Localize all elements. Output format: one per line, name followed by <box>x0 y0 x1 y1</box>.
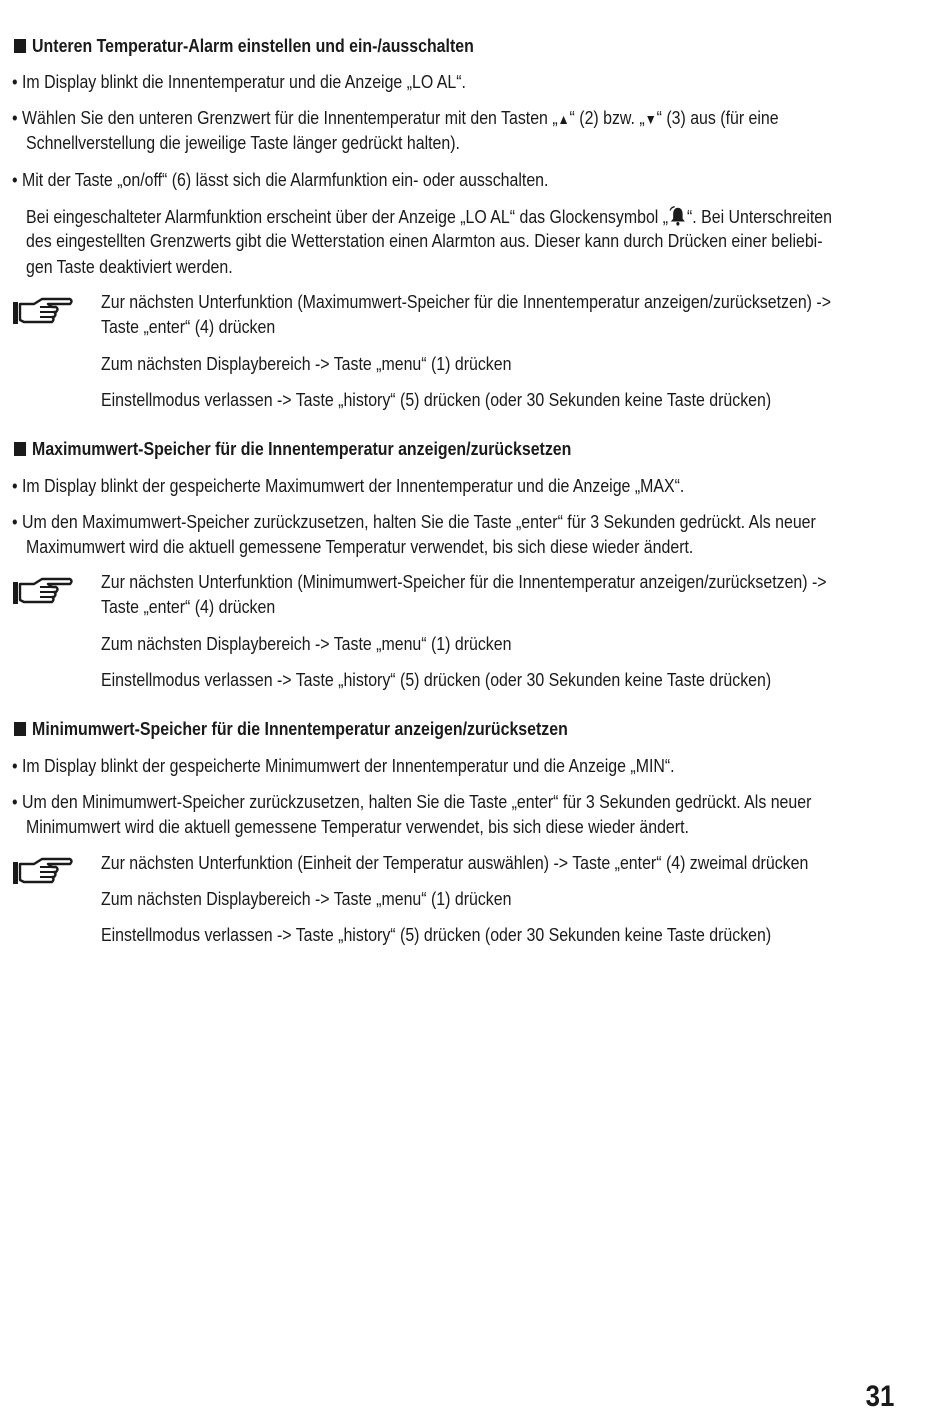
bullet-reset-min-line1: • Um den Minimumwert-Speicher zurückzusetzen, halten Sie die Taste „enter“ für 3 Sekunden gedrückt. Als neuer <box>12 791 812 812</box>
bullet-reset-max-line1: • Um den Maximumwert-Speicher zurückzusetzen, halten Sie die Taste „enter“ für 3 Sekunden gedrückt. Als neuer <box>12 511 816 532</box>
caret-down-icon: ▼ <box>644 111 657 127</box>
pointing-hand-icon <box>12 576 74 608</box>
bullet-reset-max-line2: Maximumwert wird die aktuell gemessene Temperatur verwendet, bis sich diese wieder ändert. <box>26 536 694 557</box>
alarm-paragraph-line2: des eingestellten Grenzwerts gibt die Wetterstation einen Alarmton aus. Dieser kann durch Drücken einer beliebi- <box>26 230 823 251</box>
note3-line3: Einstellmodus verlassen -> Taste „history“ (5) drücken (oder 30 Sekunden keine Taste drücken) <box>101 924 772 945</box>
bullet-display-max: • Im Display blinkt der gespeicherte Maximumwert der Innentemperatur und die Anzeige „MAX“. <box>12 475 685 496</box>
bell-icon <box>668 205 687 227</box>
note2-line4: Einstellmodus verlassen -> Taste „history“ (5) drücken (oder 30 Sekunden keine Taste drücken) <box>101 669 772 690</box>
note2-line3: Zum nächsten Displaybereich -> Taste „menu“ (1) drücken <box>101 633 512 654</box>
bullet-on-off: • Mit der Taste „on/off“ (6) lässt sich die Alarmfunktion ein- oder ausschalten. <box>12 169 549 190</box>
pointing-hand-icon <box>12 856 74 888</box>
pointing-hand-icon <box>12 296 74 328</box>
black-square-icon <box>14 722 26 736</box>
note2-line1: Zur nächsten Unterfunktion (Minimumwert-Speicher für die Innentemperatur anzeigen/zurücksetzen) -> <box>101 571 827 592</box>
note1-line3: Zum nächsten Displaybereich -> Taste „menu“ (1) drücken <box>101 353 512 374</box>
black-square-icon <box>14 39 26 53</box>
note2-line2: Taste „enter“ (4) drücken <box>101 596 276 617</box>
note3-line1: Zur nächsten Unterfunktion (Einheit der Temperatur auswählen) -> Taste „enter“ (4) zweimal drücken <box>101 852 809 873</box>
alarm-paragraph-line1: Bei eingeschalteter Alarmfunktion erscheint über der Anzeige „LO AL“ das Glockensymbol „ “. Bei Unterschreiten <box>26 206 832 227</box>
note3-line2: Zum nächsten Displaybereich -> Taste „menu“ (1) drücken <box>101 888 512 909</box>
black-square-icon <box>14 442 26 456</box>
section-heading-max: Maximumwert-Speicher für die Innentemperatur anzeigen/zurücksetzen <box>14 438 571 460</box>
bullet-select-limit-line2: Schnellverstellung die jeweilige Taste länger gedrückt halten). <box>26 132 460 153</box>
alarm-paragraph-line3: gen Taste deaktiviert werden. <box>26 256 233 277</box>
note1-line1: Zur nächsten Unterfunktion (Maximumwert-Speicher für die Innentemperatur anzeigen/zurücksetzen) -> <box>101 291 831 312</box>
bullet-display-min: • Im Display blinkt der gespeicherte Minimumwert der Innentemperatur und die Anzeige „MIN“. <box>12 755 675 776</box>
note1-line4: Einstellmodus verlassen -> Taste „history“ (5) drücken (oder 30 Sekunden keine Taste drücken) <box>101 389 772 410</box>
bullet-reset-min-line2: Minimumwert wird die aktuell gemessene Temperatur verwendet, bis sich diese wieder ändert. <box>26 816 689 837</box>
section-heading-low-alarm: Unteren Temperatur-Alarm einstellen und ein-/ausschalten <box>14 35 474 57</box>
note1-line2: Taste „enter“ (4) drücken <box>101 316 276 337</box>
section-heading-min: Minimumwert-Speicher für die Innentemperatur anzeigen/zurücksetzen <box>14 718 568 740</box>
page-number: 31 <box>865 1380 894 1413</box>
bullet-select-limit-line1: • Wählen Sie den unteren Grenzwert für die Innentemperatur mit den Tasten „▲“ (2) bzw. „▼“ (3) aus (für eine <box>12 107 779 128</box>
bullet-display-lo-al: • Im Display blinkt die Innentemperatur und die Anzeige „LO AL“. <box>12 71 466 92</box>
caret-up-icon: ▲ <box>557 111 570 127</box>
